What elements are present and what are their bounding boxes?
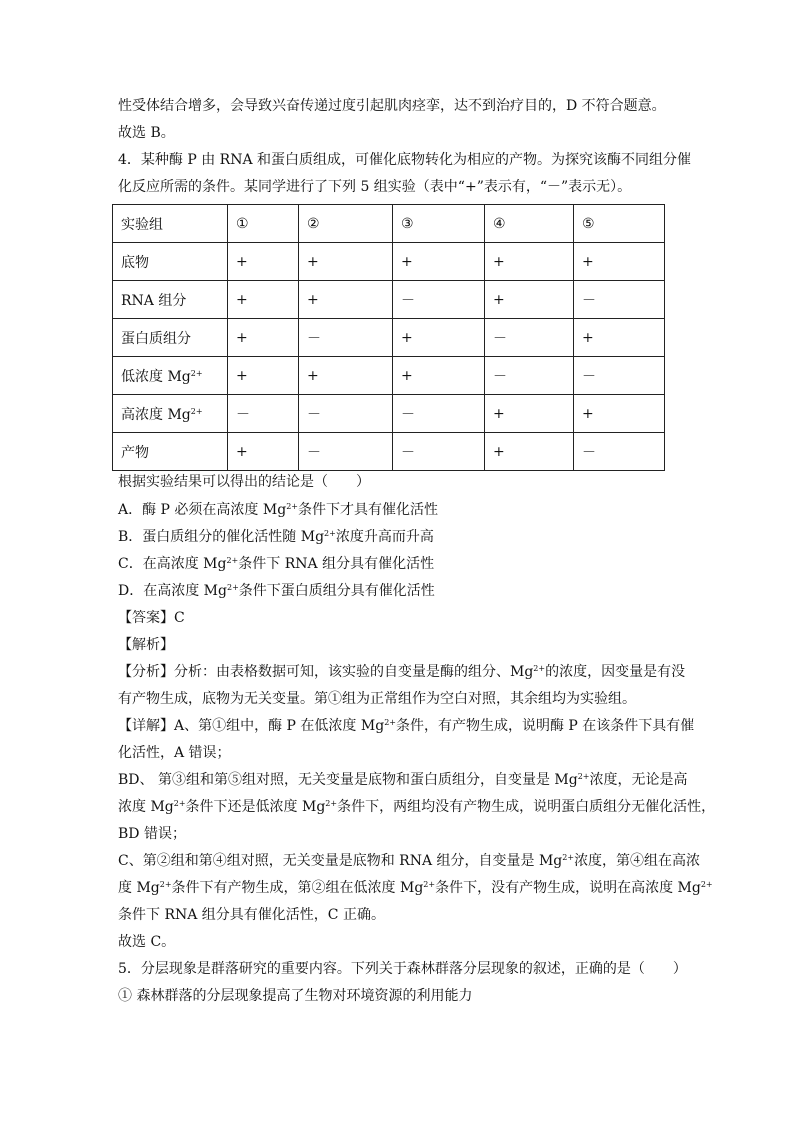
table-cell: + [228,319,299,357]
table-cell: － [228,395,299,433]
table-cell: － [393,395,485,433]
row-label-text: 高浓度 Mg [121,406,191,423]
detail-line [118,878,713,898]
option-text: 条件下 RNA 组分具有催化活性 [238,556,435,572]
detail-text: 条件下还是低浓度 Mg [185,799,326,815]
table-cell: + [393,357,485,395]
table-cell: + [485,243,574,281]
analysis-text: 【分析】分析：由表格数据可知，该实验的自变量是酶的组分、Mg [118,664,534,680]
row-label: 蛋白质组分 [113,319,228,357]
row-label [113,357,228,395]
table-cell: + [299,243,393,281]
question-4-line-1: 4．某种酶 P 由 RNA 和蛋白质组成，可催化底物转化为相应的产物。为探究该酶不同组分催 [118,152,692,168]
superscript: 2+ [226,583,239,592]
detail-line: 故选 C。 [118,934,176,950]
superscript: 2+ [286,502,298,511]
table-header-cell: ② [299,205,393,243]
table-row [113,395,665,433]
superscript: 2+ [226,556,239,565]
row-label: 产物 [113,433,228,471]
detail-line: BD 错误； [118,826,186,842]
table-cell: + [485,281,574,319]
analysis-text: 的浓度，因变量是有没 [545,664,686,680]
table-row [113,281,665,319]
analysis-line [118,662,685,682]
superscript: 2+ [159,880,172,889]
table-cell: － [485,319,574,357]
answer: 【答案】C [118,610,185,626]
analysis-title: 【解析】 [118,637,174,653]
detail-line [118,770,688,790]
superscript: 2+ [190,368,203,378]
detail-text: 条件下有产物生成，第②组在低浓度 Mg [171,880,424,896]
table-cell: + [485,433,574,471]
option-text: 条件下蛋白质组分具有催化活性 [238,583,435,599]
superscript: 2+ [173,799,186,808]
row-label: 底物 [113,243,228,281]
table-row [113,319,665,357]
experiment-table [112,204,665,471]
question-4-line-2: 化反应所需的条件。某同学进行了下列 5 组实验（表中“+”表示有，“－”表示无）。 [118,179,632,195]
option-b [118,527,434,547]
table-cell: － [299,319,393,357]
question-5-item: ① 森林群落的分层现象提高了生物对环境资源的利用能力 [118,988,473,1004]
option-c [118,554,434,574]
superscript: 2+ [384,718,396,727]
superscript: 2+ [577,772,590,781]
analysis-line: 有产物生成，底物为无关变量。第①组为正常组作为空白对照，其余组均为实验组。 [118,691,636,707]
table-cell: + [574,243,665,281]
superscript: 2+ [190,406,203,416]
row-label [113,395,228,433]
table-row [113,433,665,471]
table-cell: + [299,281,393,319]
text-line: 性受体结合增多，会导致兴奋传递过度引起肌肉痉挛，达不到治疗目的，D 不符合题意。 [118,98,666,114]
detail-line [118,797,715,817]
table-cell: － [299,433,393,471]
table-cell: + [299,357,393,395]
row-label: RNA 组分 [113,281,228,319]
row-label-text: 低浓度 Mg [121,368,191,385]
table-cell: + [393,243,485,281]
table-cell: + [228,357,299,395]
option-text: A．酶 P 必须在高浓度 Mg [118,502,287,518]
table-header-row [113,205,665,243]
table-cell: + [574,319,665,357]
detail-text: BD、 第③组和第⑤组对照，无关变量是底物和蛋白质组分，自变量是 Mg [118,772,578,788]
detail-line [118,851,700,871]
detail-text: 浓度，第④组在高浓 [574,853,701,869]
table-cell: + [228,281,299,319]
table-header-cell: ④ [485,205,574,243]
option-text: B．蛋白质组分的催化活性随 Mg [118,529,325,545]
option-d [118,581,435,601]
table-cell: + [574,395,665,433]
table-cell: + [228,243,299,281]
detail-text: C、第②组和第④组对照，无关变量是底物和 RNA 组分，自变量是 Mg [118,853,563,869]
table-cell: + [393,319,485,357]
table-header-cell: 实验组 [113,205,228,243]
table-cell: － [393,281,485,319]
question-5-stem: 5．分层现象是群落研究的重要内容。下列关于森林群落分层现象的叙述，正确的是（ ） [118,961,687,977]
option-text: 条件下才具有催化活性 [297,502,438,518]
table-cell: + [228,433,299,471]
detail-line [118,716,694,736]
text-line: 故选 B。 [118,125,175,141]
table-row [113,243,665,281]
table-cell: － [574,433,665,471]
table-cell: － [574,357,665,395]
superscript: 2+ [324,529,336,538]
option-a [118,500,438,520]
question-stem: 根据实验结果可以得出的结论是（ ） [118,474,370,490]
table-row [113,357,665,395]
superscript: 2+ [325,799,338,808]
superscript: 2+ [700,880,713,889]
superscript: 2+ [423,880,436,889]
table-cell: － [393,433,485,471]
option-text: C．在高浓度 Mg [118,556,227,572]
detail-text: 条件下，两组均没有产物生成，说明蛋白质组分无催化活性， [337,799,716,815]
table-cell: － [485,357,574,395]
table-cell: － [574,281,665,319]
detail-text: 浓度 Mg [118,799,174,815]
detail-line: 化活性，A 错误； [118,745,231,761]
table-cell: + [485,395,574,433]
detail-text: 浓度，无论是高 [589,772,688,788]
option-text: 浓度升高而升高 [335,529,434,545]
detail-text: 【详解】A、第①组中，酶 P 在低浓度 Mg [118,718,385,734]
table-cell: － [299,395,393,433]
detail-text: 条件，有产物生成，说明酶 P 在该条件下具有催 [395,718,695,734]
table-header-cell: ③ [393,205,485,243]
option-text: D．在高浓度 Mg [118,583,227,599]
table-header-cell: ① [228,205,299,243]
superscript: 2+ [562,853,575,862]
detail-line: 条件下 RNA 组分具有催化活性，C 正确。 [118,907,385,923]
table-header-cell: ⑤ [574,205,665,243]
superscript: 2+ [533,664,546,673]
detail-text: 条件下，没有产物生成，说明在高浓度 Mg [435,880,701,896]
detail-text: 度 Mg [118,880,160,896]
